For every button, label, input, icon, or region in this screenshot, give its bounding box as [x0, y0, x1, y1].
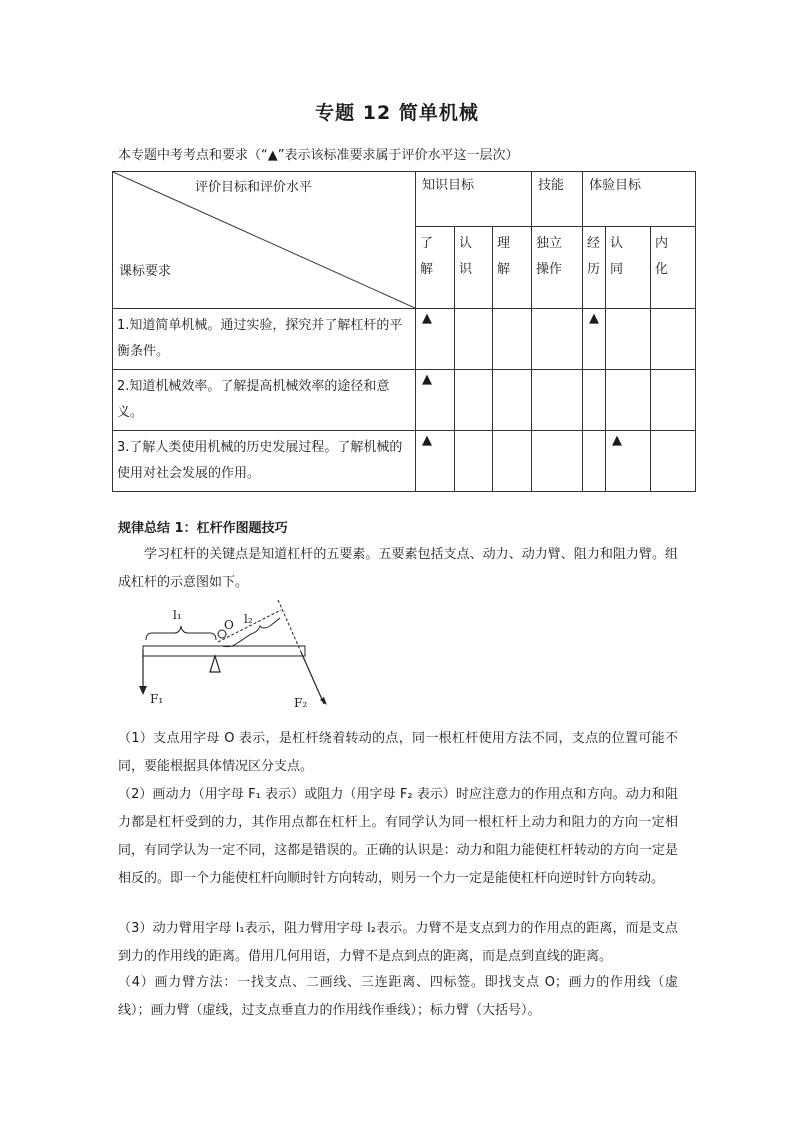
- table-row: [113, 431, 696, 492]
- row-mark: ▲: [422, 311, 432, 326]
- row-requirement: 1.知道简单机械。通过实验，探究并了解杠杆的平衡条件。: [117, 318, 403, 359]
- sub-header: 认 识: [459, 236, 473, 278]
- lever-diagram: [118, 592, 328, 714]
- row-requirement: 3.了解人类使用机械的历史发展过程。了解机械的使用对社会发展的作用。: [117, 440, 403, 481]
- label-f1: F₁: [150, 692, 164, 706]
- paragraph-intro: 学习杠杆的关键点是知道杠杆的五要素。五要素包括支点、动力、动力臂、阻力和阻力臂。组成杠杆的示意图如下。: [118, 547, 678, 590]
- row-mark: ▲: [589, 311, 599, 326]
- label-f2: F₂: [294, 696, 308, 710]
- row-mark: ▲: [422, 433, 432, 448]
- row-mark: [455, 431, 492, 435]
- header-curriculum: 课标要求: [119, 264, 172, 279]
- header-evaluation-level: 评价目标和评价水平: [195, 180, 313, 195]
- sub-header: 经 历: [587, 236, 601, 278]
- requirements-table: [112, 171, 696, 492]
- row-mark: ▲: [422, 372, 432, 387]
- row-mark: [583, 370, 605, 374]
- group-skill: 技能: [538, 178, 565, 193]
- page-title: 专题 12 简单机械: [315, 102, 479, 124]
- table-row: [113, 370, 696, 431]
- item-4: （4）画力臂方法：一找支点、二画线、三连距离、四标签。即找支点 O；画力的作用线（虚线）；画力臂（虚线，过支点垂直力的作用线作垂线）；标力臂（大括号）。: [118, 975, 678, 1018]
- row-mark: [651, 370, 695, 374]
- item-1: （1）支点用字母 O 表示，是杠杆绕着转动的点，同一根杠杆使用方法不同，支点的位置可能不同，要能根据具体情况区分支点。: [118, 731, 678, 774]
- group-experience: 体验目标: [589, 178, 642, 193]
- sub-header: 了 解: [420, 236, 434, 278]
- row-mark: [651, 309, 695, 313]
- label-fulcrum-o: O: [224, 618, 234, 632]
- sub-header: 独立 操作: [536, 236, 563, 278]
- row-mark: [583, 431, 605, 435]
- sub-header: 理 解: [497, 236, 511, 278]
- item-3: （3）动力臂用字母 l₁表示，阻力臂用字母 l₂表示。力臂不是支点到力的作用点的距离，而是支点到力的作用线的距离。借用几何用语，力臂不是点到点的距离，而是点到直线的距离。: [118, 921, 678, 964]
- group-knowledge: 知识目标: [422, 178, 475, 193]
- diagonal-header-cell: [113, 172, 416, 309]
- sub-header: 内 化: [655, 236, 669, 278]
- row-mark: [532, 309, 582, 313]
- intro-text: 本专题中考考点和要求（“▲”表示该标准要求属于评价水平这一层次）: [118, 148, 519, 163]
- row-mark: [606, 309, 650, 313]
- table-row: [113, 309, 696, 370]
- label-l1: l₁: [173, 608, 182, 622]
- row-mark: [493, 370, 531, 374]
- row-mark: [651, 431, 695, 435]
- row-requirement: 2.知道机械效率。了解提高机械效率的途径和意义。: [117, 379, 390, 420]
- row-mark: [455, 309, 492, 313]
- row-mark: ▲: [612, 433, 622, 448]
- section-title: 规律总结 1：杠杆作图题技巧: [118, 521, 288, 536]
- sub-header: 认 同: [610, 236, 624, 278]
- row-mark: [532, 370, 582, 374]
- row-mark: [493, 309, 531, 313]
- item-2: （2）画动力（用字母 F₁ 表示）或阻力（用字母 F₂ 表示）时应注意力的作用点和方向。动力和阻力都是杠杆受到的力，其作用点都在杠杆上。有同学认为同一根杠杆上动力和阻力的方向一定相同，有同学认为一定不同，这都是错误的。正确的认识是：动力和阻力能使杠杆转动的方向一定是相反的。即一个力能使杠杆向顺时针方向转动，则另一个力一定是能使杠杆向逆时针方向转动。: [118, 787, 678, 886]
- label-l2: l₂: [244, 612, 253, 626]
- row-mark: [493, 431, 531, 435]
- row-mark: [455, 370, 492, 374]
- row-mark: [532, 431, 582, 435]
- row-mark: [606, 370, 650, 374]
